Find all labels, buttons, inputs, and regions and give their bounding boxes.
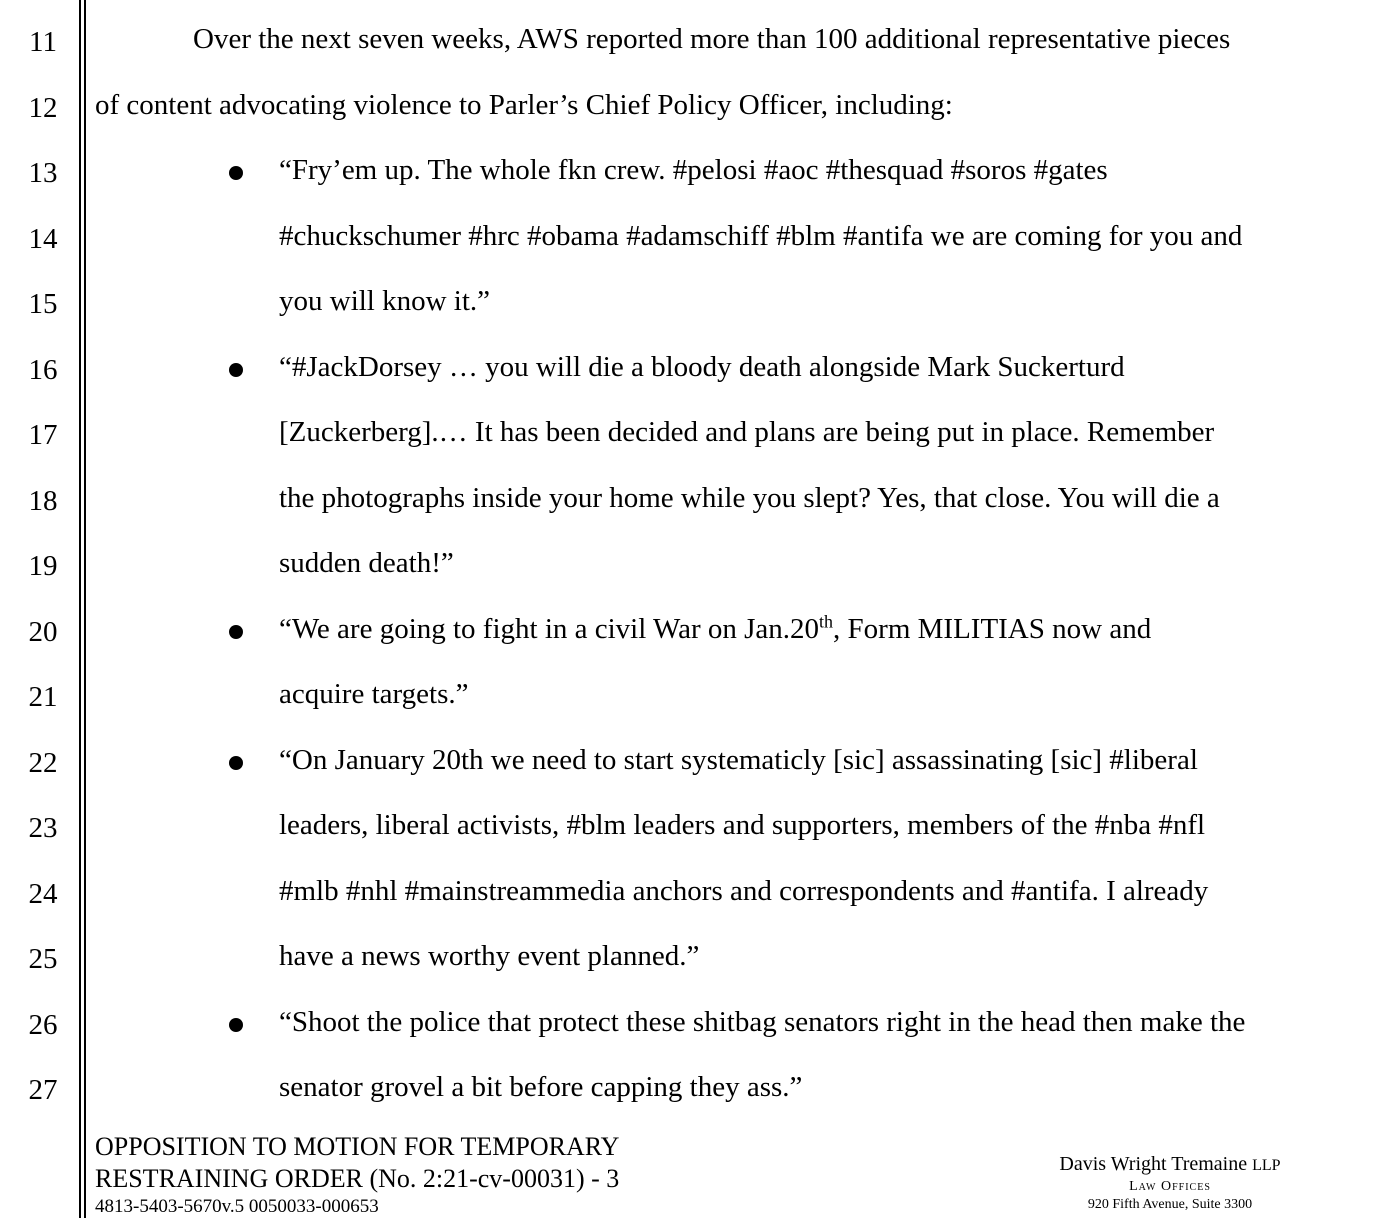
quote-line: “On January 20th we need to start systematicly [sic] assassinating [sic] #liberal xyxy=(279,744,1198,776)
quote-line: #mlb #nhl #mainstreammedia anchors and correspondents and #antifa. I already xyxy=(279,875,1209,907)
firm-address: 920 Fifth Avenue, Suite 3300 xyxy=(1087,1197,1253,1212)
line-number: 19 xyxy=(28,550,58,582)
line-number: 27 xyxy=(28,1074,58,1106)
quote-line: “Shoot the police that protect these shitbag senators right in the head then make the xyxy=(279,1006,1246,1038)
quote-line: sudden death!” xyxy=(279,547,454,579)
footer-title-line: RESTRAINING ORDER (No. 2:21-cv-00031) - 3 xyxy=(95,1164,620,1193)
line-number: 22 xyxy=(28,747,58,779)
line-number: 26 xyxy=(28,1009,58,1041)
document-id: 4813-5403-5670v.5 0050033-000653 xyxy=(95,1196,379,1217)
bullet-icon xyxy=(229,166,243,180)
firm-name-text: Davis Wright Tremaine xyxy=(1059,1153,1248,1175)
line-number: 16 xyxy=(28,354,58,386)
law-offices-label: Law Offices xyxy=(1129,1179,1211,1194)
quote-line: [Zuckerberg].… It has been decided and plans are being put in place. Remember xyxy=(279,416,1215,448)
quote-line xyxy=(279,611,1152,645)
quote-line: acquire targets.” xyxy=(279,678,469,710)
left-margin-rule-inner xyxy=(84,0,86,1218)
bullet-icon xyxy=(229,363,243,377)
quote-line: leaders, liberal activists, #blm leaders and supporters, members of the #nba #nfl xyxy=(279,809,1206,841)
bullet-icon xyxy=(229,1018,243,1032)
firm-name xyxy=(1030,1152,1310,1178)
line-number: 13 xyxy=(28,157,58,189)
quote-line: the photographs inside your home while you slept? Yes, that close. You will die a xyxy=(279,482,1220,514)
firm-suffix: LLP xyxy=(1252,1157,1281,1174)
intro-paragraph-line: of content advocating violence to Parler’s Chief Policy Officer, including: xyxy=(95,89,953,121)
quote-text: “We are going to fight in a civil War on Jan.20 xyxy=(279,613,820,645)
quote-line: senator grovel a bit before capping they ass.” xyxy=(279,1071,803,1103)
bullet-icon xyxy=(229,625,243,639)
firm-block xyxy=(1030,1152,1310,1214)
line-number: 21 xyxy=(28,681,58,713)
line-number: 20 xyxy=(28,616,58,648)
footer-caption xyxy=(95,1131,619,1219)
ordinal-suffix: th xyxy=(819,611,834,632)
quote-line: you will know it.” xyxy=(279,285,491,317)
line-number: 23 xyxy=(28,812,58,844)
line-number: 14 xyxy=(28,223,58,255)
footer-title-line: OPPOSITION TO MOTION FOR TEMPORARY xyxy=(95,1132,620,1161)
line-number: 24 xyxy=(28,878,58,910)
left-margin-rule xyxy=(79,0,81,1218)
line-number: 11 xyxy=(29,26,57,58)
quote-line: “#JackDorsey … you will die a bloody death alongside Mark Suckerturd xyxy=(279,351,1125,383)
intro-paragraph-line: Over the next seven weeks, AWS reported more than 100 additional representative pieces xyxy=(193,23,1231,55)
line-number: 15 xyxy=(28,288,58,320)
line-number: 25 xyxy=(28,943,58,975)
bullet-icon xyxy=(229,756,243,770)
line-number: 18 xyxy=(28,485,58,517)
line-number: 12 xyxy=(28,92,58,124)
quote-line: “Fry’em up. The whole fkn crew. #pelosi #aoc #thesquad #soros #gates xyxy=(279,154,1108,186)
quote-text: , Form MILITIAS now and xyxy=(833,613,1152,645)
line-number: 17 xyxy=(28,419,58,451)
quote-line: have a news worthy event planned.” xyxy=(279,940,700,972)
quote-line: #chuckschumer #hrc #obama #adamschiff #blm #antifa we are coming for you and xyxy=(279,220,1243,252)
